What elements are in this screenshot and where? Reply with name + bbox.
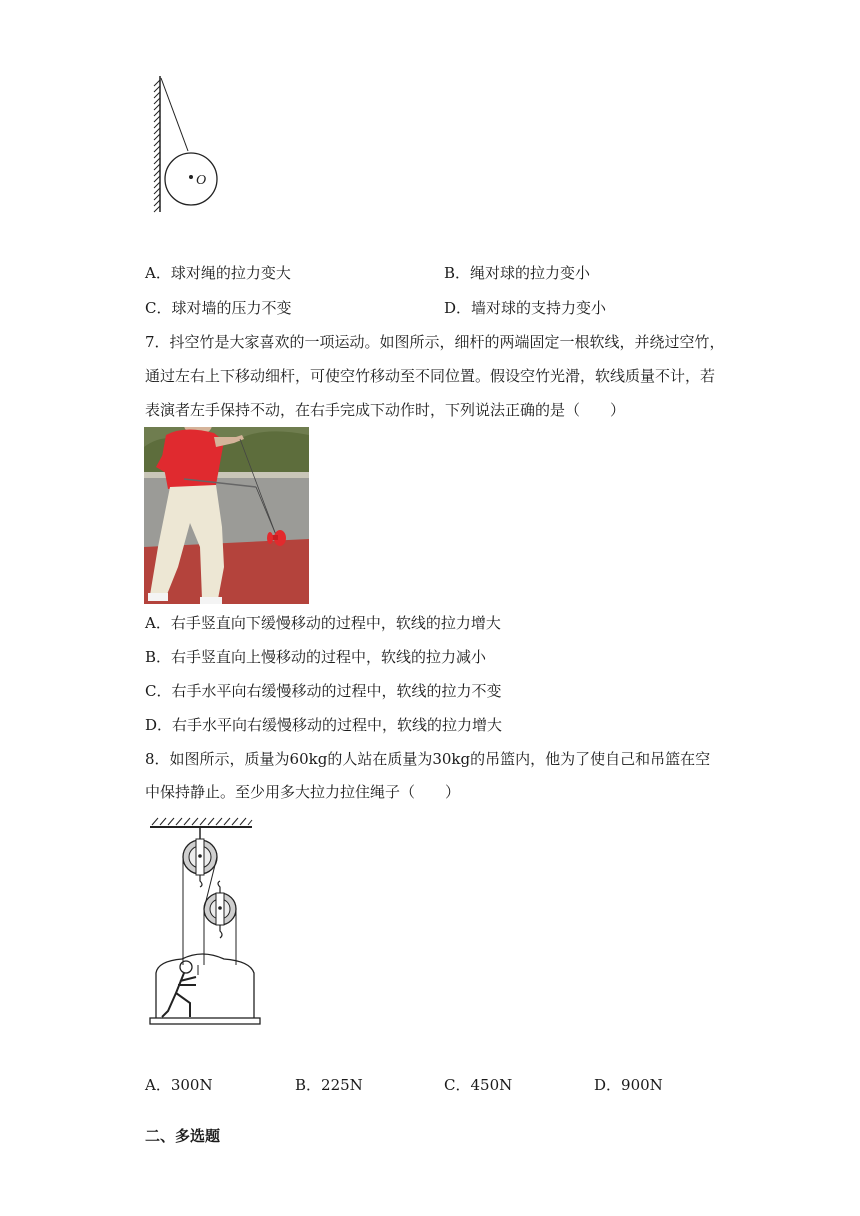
q8-option-c: C．450N <box>444 1076 513 1094</box>
q8-line-1: 8．如图所示，质量为60kg的人站在质量为30kg的吊篮内，他为了使自己和吊篮在空 <box>145 750 711 768</box>
q8-option-d: D．900N <box>594 1076 663 1094</box>
q8-line-2: 中保持静止。至少用多大拉力拉住绳子（ ） <box>145 783 461 801</box>
section-heading: 二、多选题 <box>145 1127 221 1145</box>
q6-option-c: C．球对墙的压力不变 <box>145 299 292 317</box>
center-label: O <box>196 173 207 188</box>
q8-option-a: A．300N <box>145 1076 213 1094</box>
q7-option-d: D．右手水平向右缓慢移动的过程中，软线的拉力增大 <box>145 716 503 734</box>
q6-option-d: D．墙对球的支持力变小 <box>444 299 607 317</box>
q7-line-3: 表演者左手保持不动，在右手完成下动作时，下列说法正确的是（ ） <box>145 401 626 419</box>
ball-wall-diagram <box>150 74 225 216</box>
pulley-basket-diagram <box>146 815 264 1027</box>
q7-line-1: 7．抖空竹是大家喜欢的一项运动。如图所示，细杆的两端固定一根软线，并绕过空竹， <box>145 333 725 351</box>
diabolo-photo <box>144 427 309 604</box>
q6-option-a: A．球对绳的拉力变大 <box>145 264 291 282</box>
q8-option-b: B．225N <box>295 1076 363 1094</box>
q6-option-b: B．绳对球的拉力变小 <box>444 264 591 282</box>
q7-option-b: B．右手竖直向上慢移动的过程中，软线的拉力减小 <box>145 648 487 666</box>
q7-line-2: 通过左右上下移动细杆，可使空竹移动至不同位置。假设空竹光滑，软线质量不计，若 <box>145 367 716 385</box>
q7-option-c: C．右手水平向右缓慢移动的过程中，软线的拉力不变 <box>145 682 502 700</box>
q7-option-a: A．右手竖直向下缓慢移动的过程中，软线的拉力增大 <box>145 614 501 632</box>
